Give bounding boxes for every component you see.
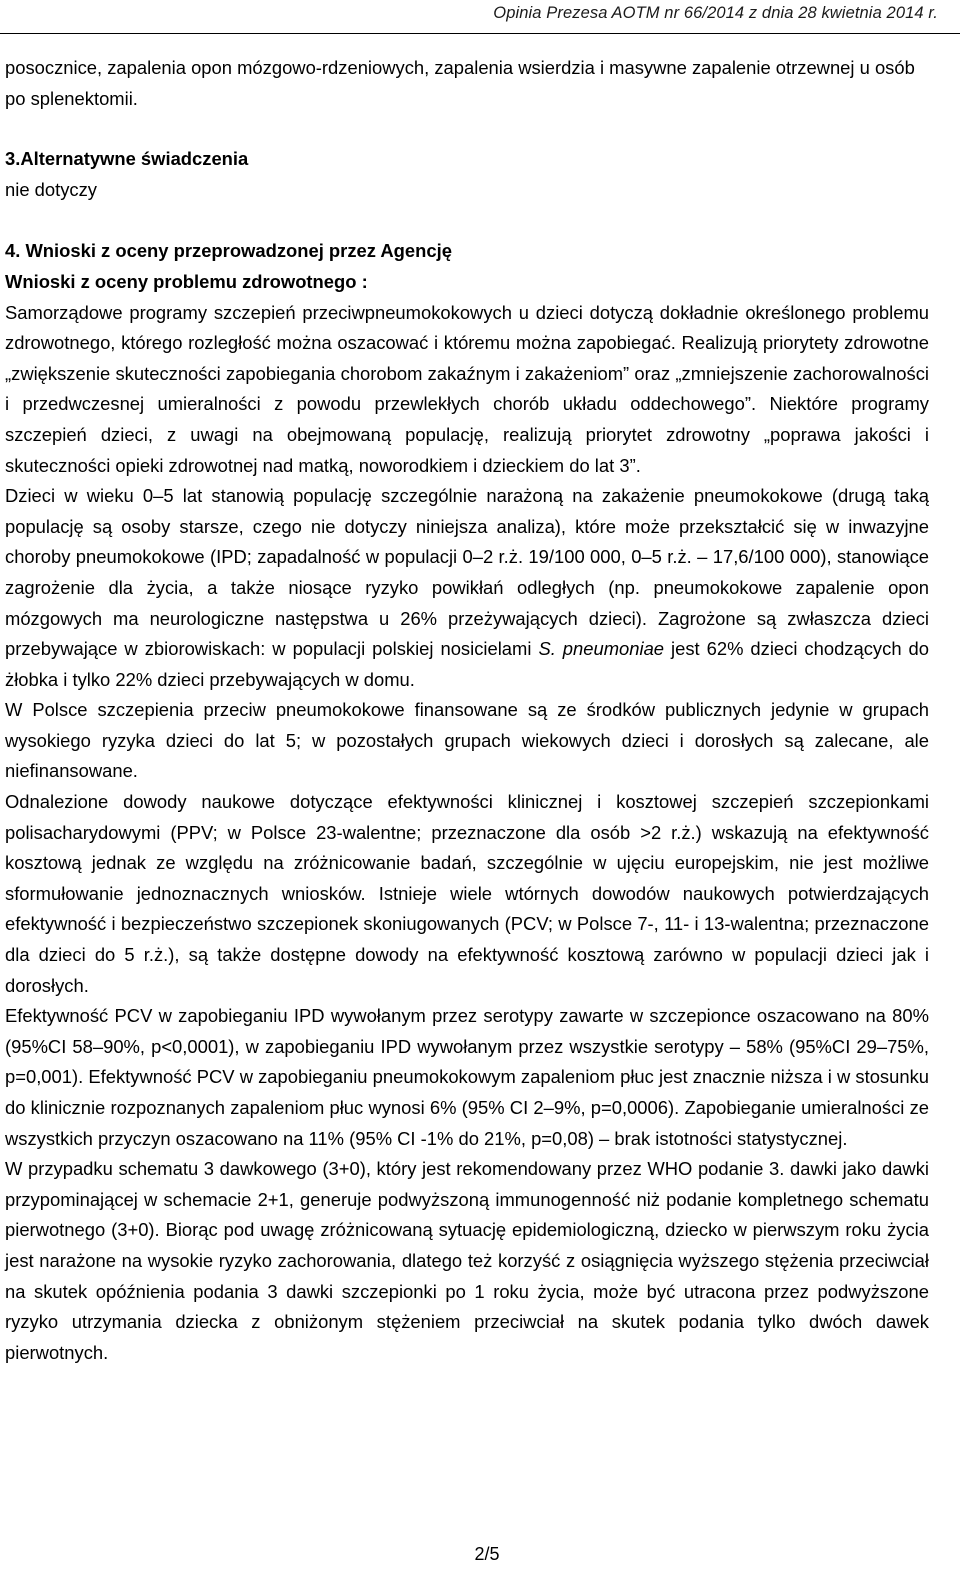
section-3-body: nie dotyczy — [5, 178, 97, 200]
paragraph-efficacy: Efektywność PCV w zapobieganiu IPD wywołanym przez serotypy zawarte w szczepionce oszacowano na 80% (95%CI 58–90%, p<0,0001), w zapobieganiu IPD wywołanym przez wszystkie serotypy – 58% (95%CI 29–75%, p=0,001). Efektywność PCV w zapobieganiu pneumokokowym zapaleniom płuc jest znacznie niższa i w stosunku do klinicznie rozpoznanych zapaleniom płuc wynosi 6% (95% CI 2–9%, p=0,0006). Zapobieganie umieralności ze wszystkich przyczyn oszacowano na 11% (95% CI -1% do 21%, p=0,08) – brak istotności statystycznej. — [5, 1005, 929, 1149]
spacer — [5, 114, 929, 144]
section-4-heading: 4. Wnioski z oceny przeprowadzonej przez Agencję — [5, 240, 452, 262]
spacer — [5, 205, 929, 236]
paragraph-funding: W Polsce szczepienia przeciw pneumokokowe finansowane są ze środków publicznych jedynie w grupach wysokiego ryzyka dzieci do lat 5; w pozostałych grupach wiekowych dzieci i dorosłych są zalecane, ale niefinansowane. — [5, 699, 929, 782]
paragraph-dosing-schedule: W przypadku schematu 3 dawkowego (3+0), który jest rekomendowany przez WHO podanie 3. dawki jako dawki przypominającej w schemacie 2+1, generuje podwyższoną immunogenność niż podanie kompletnego schematu pierwotnego (3+0). Biorąc pod uwagę zróżnicowaną sytuację epidemiologiczną, dziecko w pierwszym roku życia jest narażone na wysokie ryzyko zachorowania, dlatego też korzyść z osiągnięcia wyższego stężenia przeciwciał na skutek opóźnienia podania 3 dawki szczepionki po 1 roku życia, może być utracona przez podwyższone ryzyko utrzymania dziecka z obniżonym stężeniem przeciwciał na skutek podania tylko dwóch dawek pierwotnych. — [5, 1158, 929, 1363]
paragraph-text: jest 62% dzieci chodzących do żłobka i tylko 22% dzieci przebywających w domu. — [5, 638, 929, 690]
document-body — [5, 53, 929, 1368]
paragraph-population-risk — [5, 481, 929, 695]
page-number: 2/5 — [474, 1544, 500, 1564]
section-3-heading: 3.Alternatywne świadczenia — [5, 148, 249, 170]
paragraph-evidence: Odnalezione dowody naukowe dotyczące efektywności klinicznej i kosztowej szczepień szczepionkami polisacharydowymi (PPV; w Polsce 23-walentne; przeznaczone dla osób >2 r.ż.) wskazują na efektywność kosztową jednak ze względu na zróżnicowanie badań, szczególnie w ujęciu europejskim, nie jest możliwe sformułowanie jednoznacznych wniosków. Istnieje wiele wtórnych dowodów naukowych potwierdzających efektywność i bezpieczeństwo szczepionek skoniugowanych (PCV; w Polsce 7-, 11- i 13-walentna; przeznaczone dla dzieci do 5 r.ż.), są także dostępne dowody na efektywność kosztową zarówno w populacji dzieci jak i dorosłych. — [5, 791, 929, 996]
paragraph-text: Dzieci w wieku 0–5 lat stanowią populację szczególnie narażoną na zakażenie pneumokokowe (drugą taką populację są osoby starsze, czego nie dotyczy niniejsza analiza), które może przekształcić się w inwazyjne choroby pneumokokowe (IPD; zapadalność w populacji 0–2 r.ż. 19/100 000, 0–5 r.ż. – 17,6/100 000), stanowiące zagrożenie dla życia, a także niosące ryzyko powikłań odległych (np. pneumokokowe zapalenie opon mózgowych ma neurologiczne następstwa u 26% przeżywających dzieci). Zagrożone są zwłaszcza dzieci przebywające w zbiorowiskach: w populacji polskiej nosicielami — [5, 485, 929, 660]
section-4-subheading: Wnioski z oceny problemu zdrowotnego : — [5, 270, 368, 292]
header-divider — [0, 33, 960, 34]
intro-paragraph: posocznice, zapalenia opon mózgowo-rdzeniowych, zapalenia wsierdzia i masywne zapalenie otrzewnej u osób po splenektomii. — [5, 57, 915, 109]
species-name: S. pneumoniae — [538, 638, 665, 660]
document-header: Opinia Prezesa AOTM nr 66/2014 z dnia 28 kwietnia 2014 r. — [493, 4, 938, 22]
paragraph-health-problem: Samorządowe programy szczepień przeciwpneumokokowych u dzieci dotyczą dokładnie określonego problemu zdrowotnego, którego rozległość można oszacować i któremu można zapobiegać. Realizują priorytety zdrowotne „zwiększenie skuteczności zapobiegania chorobom zakaźnym i zakażeniom” oraz „zmniejszenie zachorowalności i przedwczesnej umieralności z powodu przewlekłych chorób układu oddechowego”. Niektóre programy szczepień dzieci, z uwagi na obejmowaną populację, realizują priorytet zdrowotny „poprawa jakości i skuteczności opieki zdrowotnej nad matką, noworodkiem i dzieckiem do lat 3”. — [5, 301, 929, 476]
